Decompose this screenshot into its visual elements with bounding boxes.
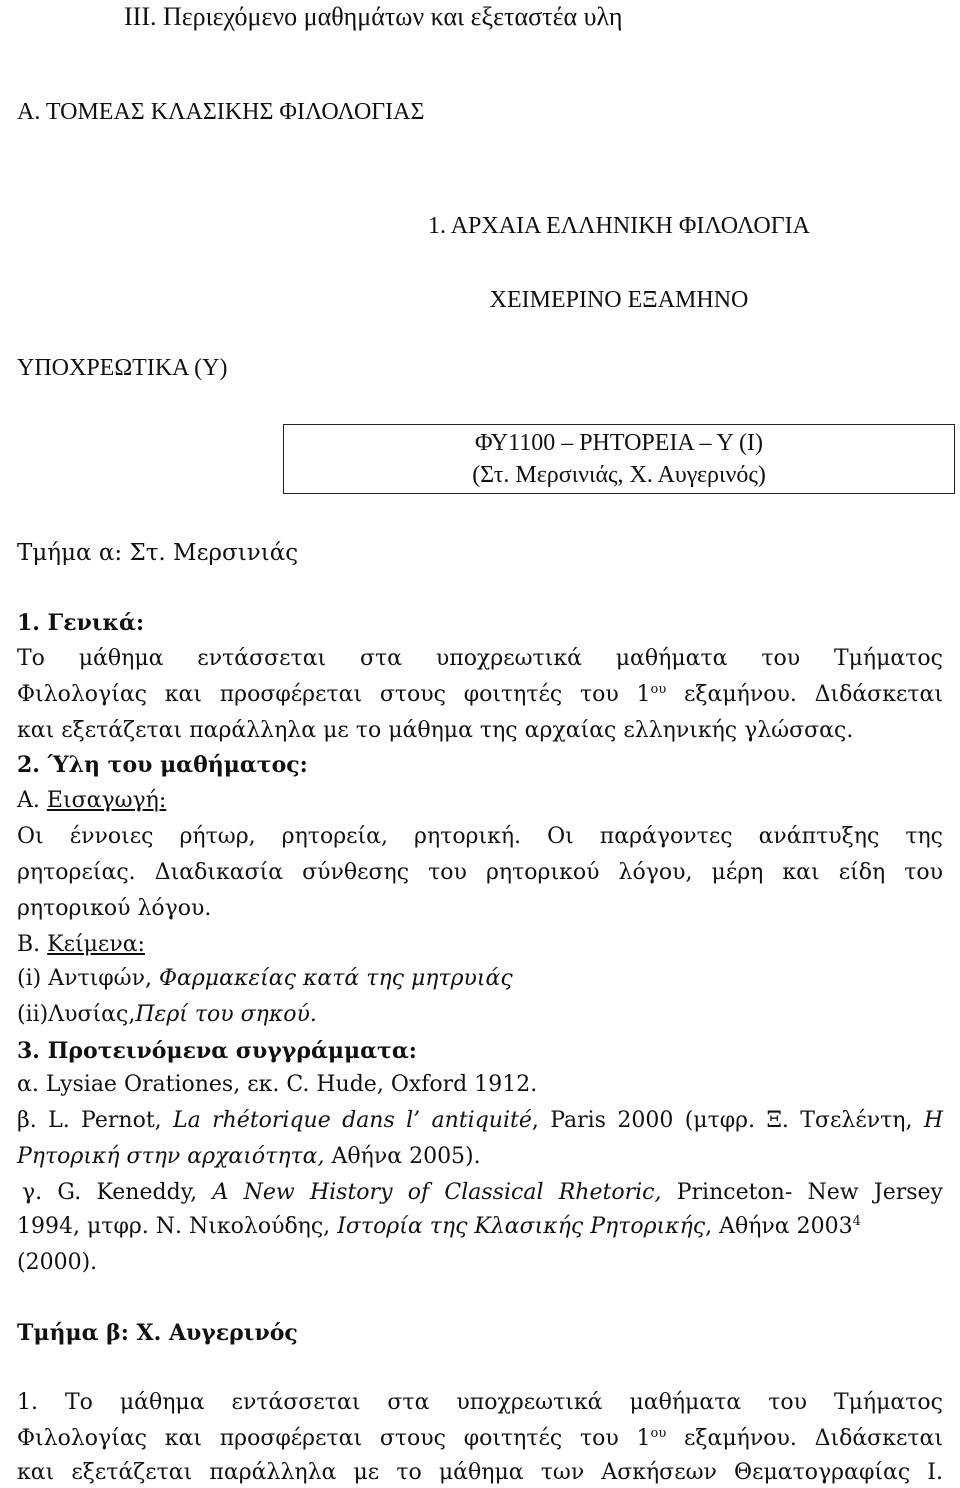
course-instructors: (Στ. Μερσινιάς, Χ. Αυγερινός): [472, 462, 766, 488]
material-heading: 2. Ύλη του μαθήματος:: [17, 752, 308, 778]
book-item-continued: 1994, μτφρ. Ν. Νικολούδης, Ιστορία της Κλασικής Ρητορικής, Αθήνα 2003$^4$: [17, 1214, 861, 1239]
section-a-title: Τμήμα α: Στ. Μερσινιάς: [17, 540, 299, 566]
subject-heading: 1. ΑΡΧΑΙΑ ΕΛΛΗΝΙΚΗ ΦΙΛΟΛΟΓΙΑ: [428, 213, 810, 239]
section-b-paragraph-line: 1. Το μάθημα εντάσσεται στα υποχρεωτικά μαθήματα του Τμήματος: [17, 1390, 943, 1415]
department-heading: Α. ΤΟΜΕΑΣ ΚΛΑΣΙΚΗΣ ΦΙΛΟΛΟΓΙΑΣ: [17, 99, 425, 125]
category-heading: ΥΠΟΧΡΕΩΤΙΚΑ (Υ): [17, 355, 228, 381]
general-paragraph-line: Το μάθημα εντάσσεται στα υποχρεωτικά μαθήματα του Τμήματος: [17, 646, 943, 671]
book-item-continued: (2000).: [17, 1250, 98, 1275]
book-item: γ. G. Keneddy, A New History of Classical Rhetoric, Princeton- New Jersey: [22, 1180, 943, 1205]
intro-label: Α. Εισαγωγή:: [17, 788, 167, 813]
general-paragraph-line: Φιλολογίας και προσφέρεται στους φοιτητές του $1^{o\upsilon}$ εξαμήνου. Διδάσκεται: [17, 682, 944, 707]
text-item: (ii)Λυσίας,Περί του σηκού.: [17, 1002, 317, 1027]
book-item: β. L. Pernot, La rhétorique dans l’ antiquité, Paris 2000 (μτφρ. Ξ. Τσελέντη, Η: [17, 1108, 943, 1133]
books-heading: 3. Προτεινόμενα συγγράμματα:: [17, 1038, 417, 1064]
intro-paragraph-line: ρητορείας. Διαδικασία σύνθεσης του ρητορικού λόγου, μέρη και είδη του: [17, 860, 943, 885]
book-item-continued: Ρητορική στην αρχαιότητα, Αθήνα 2005).: [17, 1144, 481, 1169]
general-heading: 1. Γενικά:: [17, 610, 145, 636]
intro-paragraph-line: ρητορικού λόγου.: [17, 896, 212, 921]
section-b-title: Τμήμα β: Χ. Αυγερινός: [17, 1320, 298, 1346]
section-heading: III. Περιεχόμενο μαθημάτων και εξεταστέα υλη: [124, 2, 623, 31]
course-code-title: ΦΥ1100 – ΡΗΤΟΡΕΙΑ – Υ (Ι): [475, 430, 763, 456]
semester-heading: ΧΕΙΜΕΡΙΝΟ ΕΞΑΜΗΝΟ: [489, 287, 749, 313]
text-item: (i) Αντιφών, Φαρμακείας κατά της μητρυιάς: [17, 966, 513, 991]
section-b-paragraph-line: Φιλολογίας και προσφέρεται στους φοιτητές του $1^{o\upsilon}$ εξαμήνου. Διδάσκεται: [17, 1426, 944, 1451]
general-paragraph-line: και εξετάζεται παράλληλα με το μάθημα της αρχαίας ελληνικής γλώσσας.: [17, 718, 854, 743]
section-b-paragraph-line: και εξετάζεται παράλληλα με το μάθημα των Ασκήσεων Θεματογραφίας Ι.: [17, 1460, 943, 1485]
book-item: α. Lysiae Orationes, εκ. C. Hude, Oxford 1912.: [17, 1072, 538, 1097]
intro-paragraph-line: Οι έννοιες ρήτωρ, ρητορεία, ρητορική. Οι παράγοντες ανάπτυξης της: [17, 824, 943, 849]
course-box: [283, 424, 955, 494]
texts-label: Β. Κείμενα:: [17, 932, 145, 957]
